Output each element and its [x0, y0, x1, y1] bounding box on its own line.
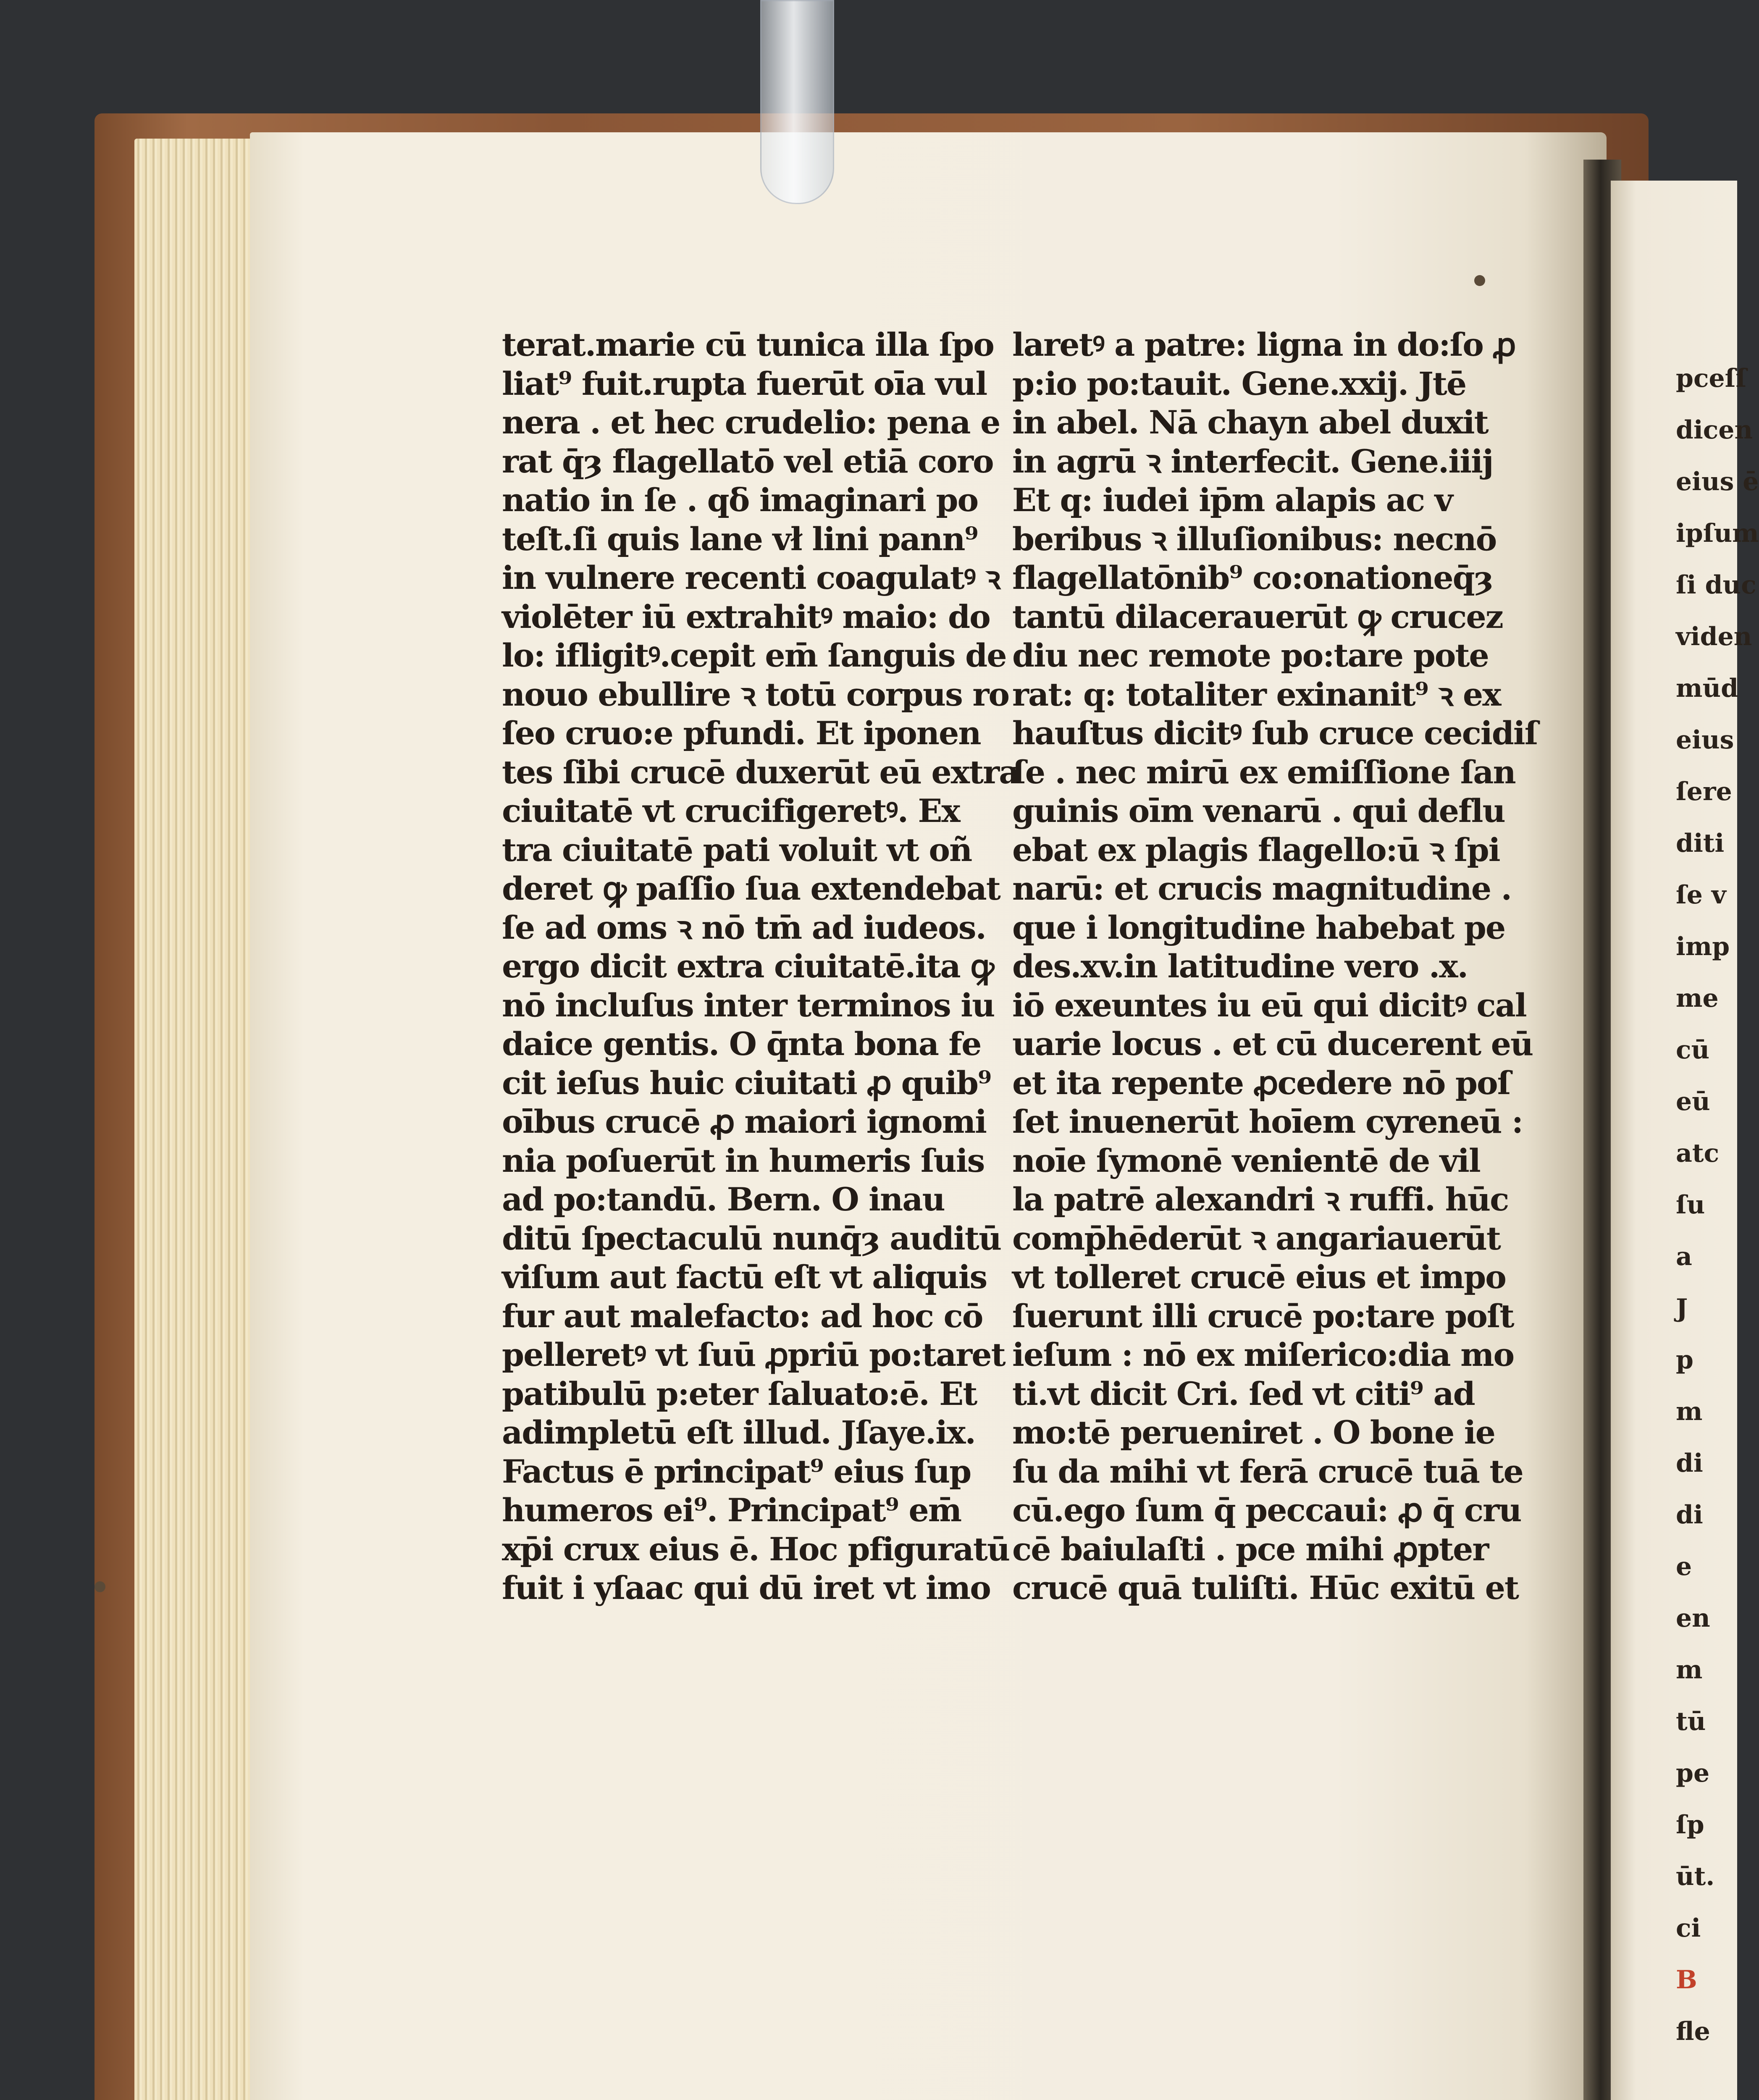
facing-page-text	[1676, 353, 1759, 2058]
right-column-line: narū: et crucis magnitudine .	[1012, 870, 1512, 907]
left-column-line: fur aut malefacto: ad hoc cō	[502, 1297, 983, 1335]
facing-page-line: a	[1676, 1242, 1692, 1271]
facing-page-line: atc	[1676, 1139, 1720, 1168]
facing-page-line: pe	[1676, 1759, 1710, 1788]
left-column-line: adimpletū eſt illud. Jſaye.ix.	[502, 1414, 975, 1451]
right-column-line: vt tolleret crucē eius et impo	[1012, 1258, 1506, 1296]
facing-page-line: ſere	[1676, 777, 1732, 806]
page-hole	[95, 1581, 105, 1592]
facing-page-line: eius	[1676, 725, 1734, 755]
left-column-line: liat⁹ fuit.rupta fuerūt oīa vul	[502, 365, 987, 402]
right-column-line: cū.ego ſum q̄ peccaui: ꝓ q̄ cru	[1012, 1491, 1521, 1529]
facing-page-line: dicen	[1676, 415, 1753, 445]
facing-page-line: B	[1676, 1965, 1697, 1995]
text-column-left	[502, 326, 1019, 1608]
right-column-line: iō exeuntes iu eū qui dicitꝰ cal	[1012, 986, 1526, 1024]
right-column-line: que i longitudine habebat pe	[1012, 908, 1505, 946]
facing-page-line: p	[1676, 1345, 1693, 1375]
facing-page-line: m	[1676, 1397, 1703, 1426]
right-column-line: p:io po:tauit. Gene.xxij. Jtē	[1012, 365, 1466, 402]
left-column-line: nera . et hec crudelio: pena e	[502, 404, 1000, 441]
right-column-line: ti.vt dicit Cri. ſed vt citi⁹ ad	[1012, 1375, 1475, 1412]
left-column-line: lo: ifligitꝰ.cepit em̄ ſanguis de	[502, 637, 1006, 674]
right-column-line: mo:tē perueniret . O bone ie	[1012, 1414, 1495, 1451]
facing-page-line: eū	[1676, 1087, 1710, 1116]
facing-page-line: eius ē	[1676, 467, 1759, 496]
left-column-line: ergo dicit extra ciuitatē.ita ꝙ	[502, 948, 994, 985]
right-column-line: ſuerunt illi crucē po:tare poſt	[1012, 1297, 1514, 1335]
right-column-line: in agrū ꝛ interfecit. Gene.iiij	[1012, 442, 1493, 480]
facing-page-line: viden	[1676, 622, 1752, 651]
right-column-line: laretꝰ a patre: ligna in do:ſo ꝓ	[1012, 326, 1515, 363]
left-column-line: deret ꝙ paſſio ſua extendebat	[502, 870, 1000, 907]
left-column-line: pelleretꝰ vt ſuū ꝓpriū po:taret	[502, 1336, 1005, 1373]
left-column-line: xp̄i crux eius ē. Hoc pfiguratū	[502, 1530, 1010, 1568]
left-column-line: nō incluſus inter terminos iu	[502, 986, 995, 1024]
right-column-line: rat: q: totaliter exinanit⁹ ꝛ ex	[1012, 675, 1501, 713]
right-column-line: noīe ſymonē venientē de vil	[1012, 1142, 1480, 1179]
facing-page-line: ipſum	[1676, 519, 1759, 548]
text-column-right	[1012, 326, 1538, 1608]
right-column-line: tantū dilacerauerūt ꝙ crucez	[1012, 598, 1503, 635]
left-column-line: nia poſuerūt in humeris ſuis	[502, 1142, 985, 1179]
right-column-line: hauſtus dicitꝰ ſub cruce cecidiſ	[1012, 714, 1538, 752]
right-column-line: beribus ꝛ illuſionibus: necnō	[1012, 520, 1496, 558]
left-column-line: rat q̄ȝ flagellatō vel etiā coro	[502, 442, 993, 480]
right-column-line: in abel. Nā chayn abel duxit	[1012, 404, 1488, 441]
left-column-line: natio in ſe . qδ imaginari po	[502, 481, 978, 519]
right-column-line: ſu da mihi vt ferā crucē tuā te	[1012, 1452, 1523, 1490]
left-column-line: nouo ebullire ꝛ totū corpus ro	[502, 675, 1009, 713]
right-column-line: des.xv.in latitudine vero .x.	[1012, 948, 1468, 985]
facing-page-line: fle	[1676, 2017, 1710, 2046]
left-column-line: patibulū p:eter ſaluato:ē. Et	[502, 1375, 977, 1412]
right-column-line: ieſum : nō ex miſerico:dia mo	[1012, 1336, 1514, 1373]
left-column-line: violēter iū extrahitꝰ maio: do	[502, 598, 990, 635]
right-column-line: cē baiulaſti . pce mihi ꝓpter	[1012, 1530, 1489, 1568]
facing-page-line: e	[1676, 1552, 1692, 1581]
left-column-line: ditū ſpectaculū nunq̄ȝ auditū	[502, 1219, 1001, 1257]
facing-page-line: mūd	[1676, 674, 1739, 703]
facing-page-line: imp	[1676, 932, 1730, 961]
right-column-line: ebat ex plagis flagello:ū ꝛ ſpi	[1012, 831, 1500, 869]
left-column-line: tes ſibi crucē duxerūt eū extra	[502, 753, 1019, 791]
left-column-line: humeros ei⁹. Principat⁹ em̄	[502, 1491, 961, 1529]
left-column-line: terat.marie cū tunica illa ſpo	[502, 326, 994, 363]
facing-page-line: tū	[1676, 1707, 1706, 1736]
right-column-line: ſe . nec mirū ex emiſſione ſan	[1012, 753, 1515, 791]
facing-page-line: ūt.	[1676, 1862, 1715, 1891]
left-column-line: fuit i yſaac qui dū iret vt imo	[502, 1569, 990, 1606]
right-column-line: diu nec remote po:tare pote	[1012, 637, 1489, 674]
right-column-line: crucē quā tuliſti. Hūc exitū et	[1012, 1569, 1519, 1606]
facing-page-line: m	[1676, 1655, 1703, 1685]
left-column-line: teſt.ſi quis lane vł lini pann⁹	[502, 520, 978, 558]
facing-page-line: di	[1676, 1449, 1703, 1478]
right-column-line: la patrē alexandri ꝛ ruffi. hūc	[1012, 1181, 1509, 1218]
facing-page-line: ſi duc	[1676, 570, 1756, 600]
left-column-line: viſum aut factū eſt vt aliquis	[502, 1258, 987, 1296]
facing-page-line: ci	[1676, 1914, 1701, 1943]
right-column-line: guinis oīm venarū . qui deflu	[1012, 792, 1505, 830]
left-column-line: Factus ē principat⁹ eius ſup	[502, 1452, 971, 1490]
facing-page-line: en	[1676, 1604, 1710, 1633]
facing-page-line: di	[1676, 1500, 1703, 1530]
facing-page-line: ſp	[1676, 1810, 1704, 1840]
left-column-line: ciuitatē vt crucifigeretꝰ. Ex	[502, 792, 960, 830]
left-column-line: tra ciuitatē pati voluit vt oñ	[502, 831, 972, 869]
facing-page-line: J	[1676, 1294, 1688, 1323]
right-column-line: et ita repente ꝓcedere nō poſ	[1012, 1064, 1510, 1102]
left-column-line: oībus crucē ꝓ maiori ignomi	[502, 1103, 987, 1140]
right-column-line: comp̄hēderūt ꝛ angariauerūt	[1012, 1219, 1501, 1257]
right-column-line: flagellatōnib⁹ co:onationeq̄ȝ	[1012, 559, 1493, 596]
right-column-line: ſet inuenerūt hoīem cyreneū :	[1012, 1103, 1523, 1140]
left-column-line: in vulnere recenti coagulatꝰ ꝛ	[502, 559, 1000, 596]
page-weight-top	[760, 0, 834, 204]
left-column-line: daice gentis. O q̄nta bona fe	[502, 1025, 981, 1063]
page-hole	[1474, 275, 1485, 286]
facing-page-line: cū	[1676, 1035, 1710, 1065]
left-column-line: ſeo cruo:e pfundi. Et iponen	[502, 714, 981, 752]
left-column-line: ad po:tandū. Bern. O inau	[502, 1181, 945, 1218]
right-column-line: Et q: iudei ip̄m alapis ac v	[1012, 481, 1452, 519]
facing-page-line: ſu	[1676, 1190, 1705, 1220]
right-column-line: uarie locus . et cū ducerent eū	[1012, 1025, 1533, 1063]
left-column-line: cit ieſus huic ciuitati ꝓ quib⁹	[502, 1064, 991, 1102]
facing-page-line: ſe v	[1676, 880, 1726, 910]
facing-page-line: diti	[1676, 829, 1725, 858]
left-column-line: ſe ad oms ꝛ nō tm̄ ad iudeos.	[502, 908, 986, 946]
facing-page-line: pceſſ	[1676, 364, 1747, 393]
facing-page-line: me	[1676, 984, 1719, 1013]
